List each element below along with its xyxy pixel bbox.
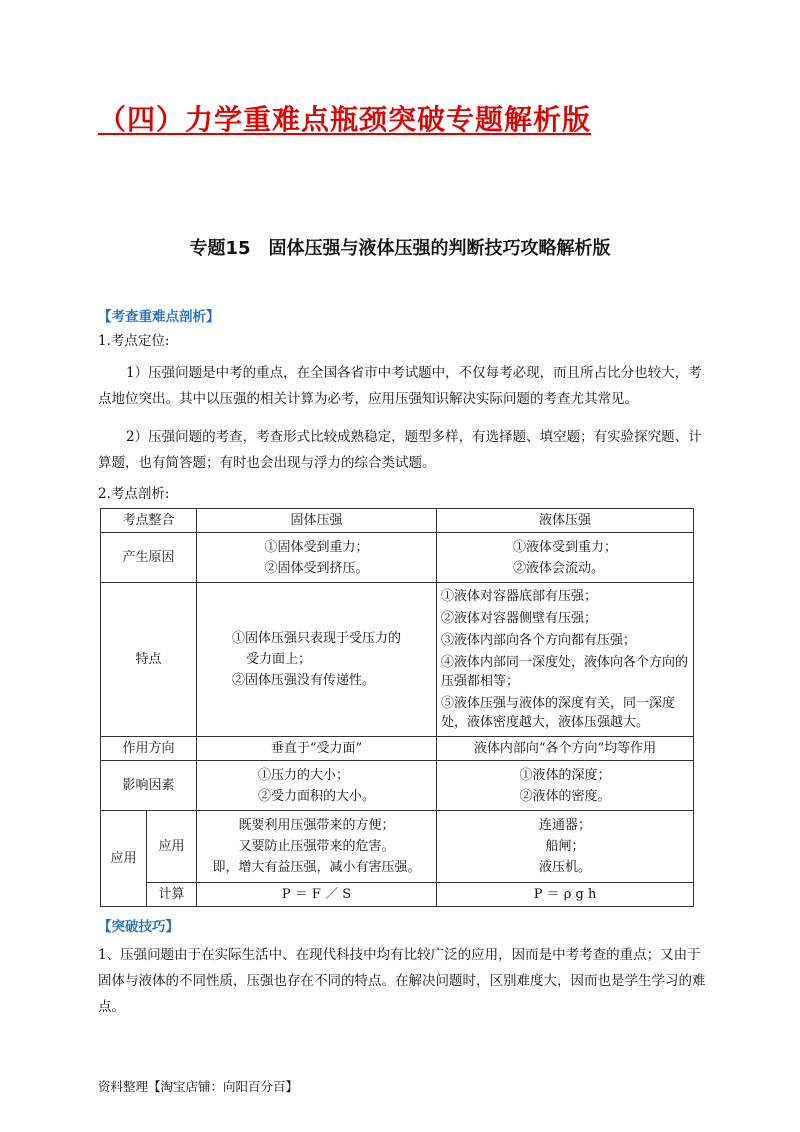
feature-solid-cell (197, 583, 437, 737)
table-row-direction (101, 737, 694, 761)
cause-liquid-line: ①液体受到重力； (513, 539, 618, 555)
feature-liquid-line: ⑤液体压强与液体的深度有关，同一深度处，液体密度越大，液体压强越大。 (441, 696, 676, 730)
factors-solid-cell (197, 761, 437, 811)
factors-solid-line: ②受力面积的大小。 (258, 788, 376, 804)
direction-liquid-cell: 液体内部向“各个方向”均等作用 (437, 737, 694, 761)
header-cell-liquid: 液体压强 (437, 509, 694, 533)
row-label-factors: 影响因素 (101, 761, 197, 811)
cause-liquid-cell (437, 533, 694, 583)
factors-solid-line: ①压力的大小； (258, 767, 350, 783)
sub-label-apply: 应用 (147, 811, 197, 883)
row-label-application: 应用 (101, 811, 147, 907)
feature-solid-line: ①固体压强只表现于受压力的 (232, 631, 402, 646)
feature-solid-line: ②固体压强没有传递性。 (232, 673, 376, 688)
section-heading-analysis: 【考查重难点剖析】 (98, 309, 220, 325)
application-solid-cell (197, 811, 437, 883)
cause-solid-line: ②固体受到挤压。 (264, 560, 369, 576)
application-liquid-line: 船闸； (545, 839, 585, 854)
row-label-feature: 特点 (101, 583, 197, 737)
table-header-row (101, 509, 694, 533)
table-row-application (101, 811, 694, 883)
application-solid-line: 又要防止压强带来的危害。 (238, 839, 395, 854)
cause-solid-cell (197, 533, 437, 583)
paragraph-3: 1、压强问题由于在实际生活中、在现代科技中均有比较广泛的应用，因而是中考考查的重点；又由于固体与液体的不同性质，压强也存在不同的特点。在解决问题时，区别难度大，因而也是学生学习的难点。 (98, 947, 706, 1015)
calc-liquid-formula: P ＝ ρ g h (437, 883, 694, 907)
item2-heading: 2.考点剖析: (98, 486, 170, 502)
table-row-cause (101, 533, 694, 583)
cause-solid-line: ①固体受到重力； (264, 539, 369, 555)
application-liquid-cell (437, 811, 694, 883)
comparison-table (100, 508, 694, 907)
header-cell-topic: 考点整合 (101, 509, 197, 533)
feature-liquid-line: ③液体内部向各个方向都有压强； (441, 633, 637, 648)
cause-liquid-line: ②液体会流动。 (513, 560, 605, 576)
application-solid-line: 既要利用压强带来的方便； (238, 818, 395, 833)
header-cell-solid: 固体压强 (197, 509, 437, 533)
page-footer: 资料整理【淘宝店铺：向阳百分百】 (98, 1079, 299, 1094)
direction-solid-cell: 垂直于“受力面” (197, 737, 437, 761)
item1-heading: 1.考点定位: (98, 333, 170, 349)
application-liquid-line: 液压机。 (539, 860, 592, 875)
factors-liquid-line: ①液体的深度； (519, 767, 611, 783)
factors-liquid-cell (437, 761, 694, 811)
feature-liquid-line: ②液体对容器侧壁有压强； (441, 611, 598, 626)
sub-label-calc: 计算 (147, 883, 197, 907)
table-row-factors (101, 761, 694, 811)
paragraph-1: 1）压强问题是中考的重点，在全国各省市中考试题中，不仅每考必现，而且所占比分也较大，考点地位突出。其中以压强的相关计算为必考，应用压强知识解决实际问题的考查尤其常见。 (98, 365, 702, 407)
table-row-feature (101, 583, 694, 737)
feature-liquid-line: ④液体内部同一深度处，液体向各个方向的压强都相等； (441, 655, 689, 689)
application-solid-line: 即，增大有益压强，减小有害压强。 (212, 860, 421, 875)
feature-liquid-cell (437, 583, 694, 737)
topic-title: 专题15 固体压强与液体压强的判断技巧攻略解析版 (189, 238, 611, 259)
feature-solid-line: 受力面上； (246, 652, 312, 667)
calc-solid-formula: P ＝ F ／ S (197, 883, 437, 907)
table-row-calculation (101, 883, 694, 907)
row-label-direction: 作用方向 (101, 737, 197, 761)
row-label-cause: 产生原因 (101, 533, 197, 583)
application-liquid-line: 连通器； (539, 818, 592, 833)
main-title: （四）力学重难点瓶颈突破专题解析版 (98, 103, 592, 136)
factors-liquid-line: ②液体的密度。 (519, 788, 611, 804)
feature-liquid-line: ①液体对容器底部有压强； (441, 589, 598, 604)
paragraph-2: 2）压强问题的考查，考查形式比较成熟稳定，题型多样，有选择题、填空题；有实验探究题、计算题，也有简答题；有时也会出现与浮力的综合类试题。 (98, 429, 702, 471)
section-heading-techniques: 【突破技巧】 (98, 919, 179, 935)
